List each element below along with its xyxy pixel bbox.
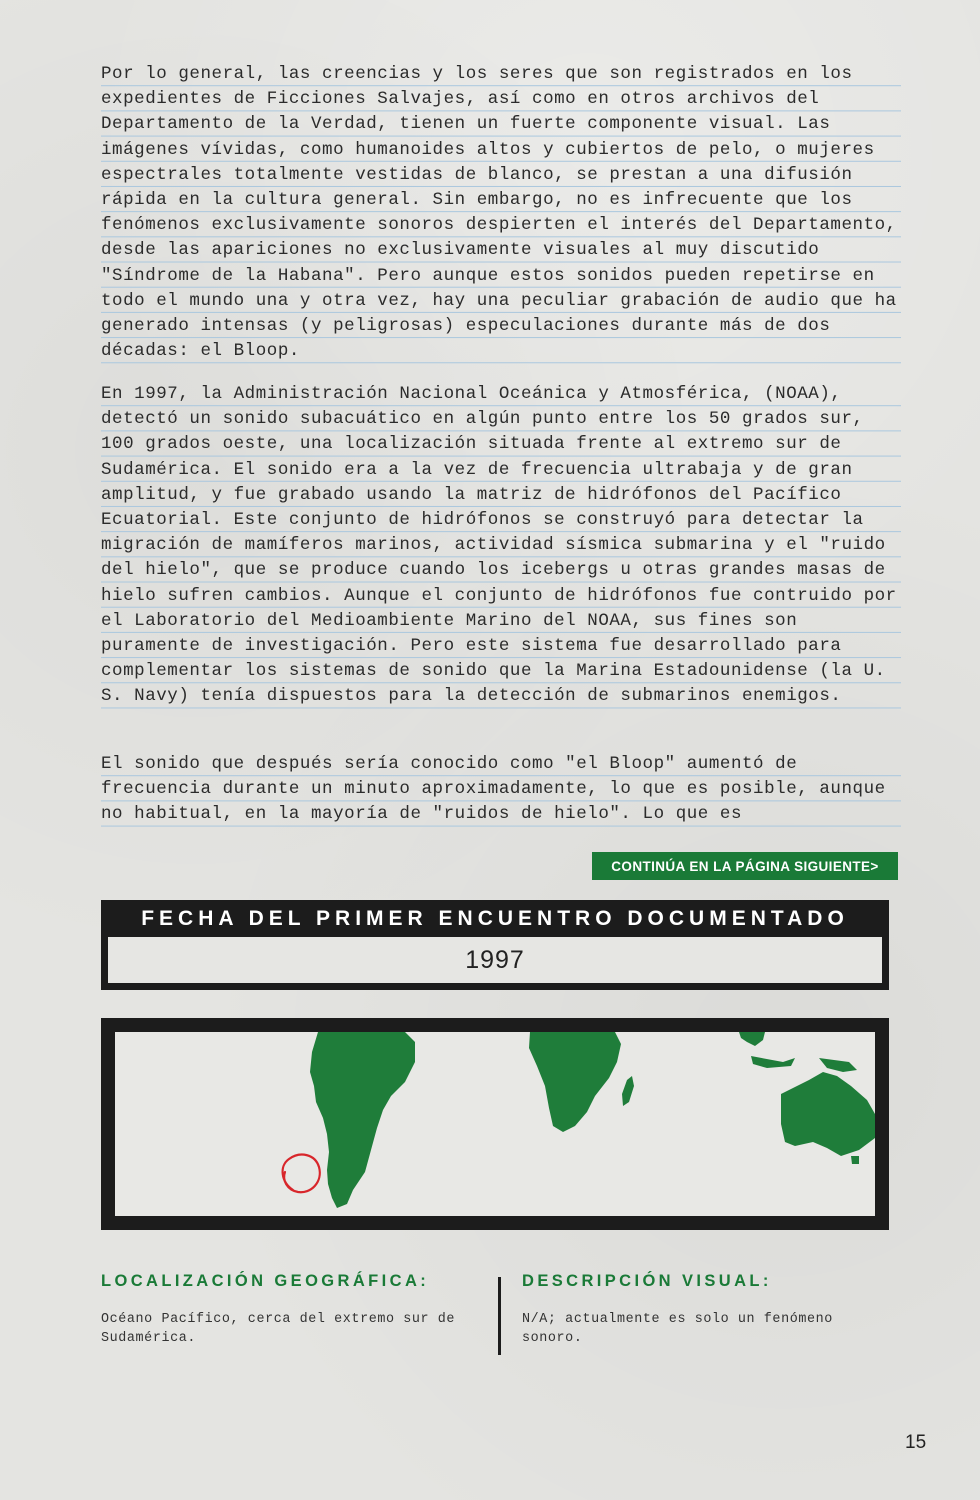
first-encounter-title: FECHA DEL PRIMER ENCUENTRO DOCUMENTADO [141, 907, 849, 930]
visual-description-heading: DESCRIPCIÓN VISUAL: [522, 1272, 772, 1290]
world-map-svg [115, 1032, 875, 1216]
map-frame [101, 1018, 889, 1230]
visual-description-column [522, 1272, 892, 1348]
southeast-asia-shape [739, 1032, 765, 1046]
continue-next-page-tag: CONTINÚA EN LA PÁGINA SIGUIENTE> [592, 852, 898, 880]
new-guinea-shape [819, 1058, 857, 1072]
visual-description-text: N/A; actualmente es solo un fenómeno sonoro. [522, 1312, 833, 1346]
tasmania-shape [851, 1156, 859, 1164]
south-america-shape [310, 1032, 415, 1208]
column-divider [498, 1277, 501, 1355]
body-paragraph-2: En 1997, la Administración Nacional Oceánica y Atmosférica, (NOAA), detectó un sonido subacuático en algún punto entre los 50 grados sur, 100 grados oeste, una localización situada frente al extremo sur de Sudamérica. El sonido era a la vez de frecuencia ultrabaja y de gran amplitud, y fue grabado usando la matriz de hidrófonos del Pacífico Ecuatorial. Este conjunto de hidrófonos se construyó para detectar la migración de mamíferos marinos, actividad sísmica submarina y el "ruido del hielo", que se produce cuando los icebergs u otras grandes masas de hielo sufren cambios. Aunque el conjunto de hidrófonos fue contruido por el Laboratorio del Medioambiente Marino del NOAA, sus fines son puramente de investigación. Pero este sistema fue desarrollado para complementar los sistemas de sonido que la Marina Estadounidense (la U. S. Navy) tenía dispuestos para la detección de submarinos enemigos. [101, 382, 901, 710]
australia-shape [781, 1072, 875, 1156]
page-number: 15 [905, 1432, 927, 1453]
body-paragraph-1: Por lo general, las creencias y los seres que son registrados en los expedientes de Ficciones Salvajes, así como en otros archivos del Departamento de la Verdad, tienen un fuerte componente visual. Las imágenes vívidas, como humanoides altos y cubiertos de pelo, o mujeres espectrales totalmente vestidas de blanco, se prestan a una difusión rápida en la cultura general. Sin embargo, no es infrecuente que los fenómenos exclusivamente sonoros despierten el interés del Departamento, desde las apariciones no exclusivamente visuales al muy discutido "Síndrome de la Habana". Pero aunque estos sonidos pueden repetirse en todo el mundo una y otra vez, hay una peculiar grabación de audio que ha generado intensas (y peligrosas) especulaciones durante más de dos décadas: el Bloop. [101, 62, 901, 364]
geo-location-heading: LOCALIZACIÓN GEOGRÁFICA: [101, 1272, 430, 1290]
africa-shape [529, 1032, 621, 1132]
geo-location-text: Océano Pacífico, cerca del extremo sur de Sudamérica. [101, 1312, 456, 1346]
first-encounter-value-box [108, 937, 882, 983]
geo-location-column [101, 1272, 476, 1348]
first-encounter-box [101, 900, 889, 990]
location-circle-marker [283, 1155, 320, 1193]
body-paragraph-3: El sonido que después sería conocido como "el Bloop" aumentó de frecuencia durante un minuto aproximadamente, lo que es posible, aunque no habitual, en la mayoría de "ruidos de hielo". Lo que es [101, 752, 901, 828]
indonesia-islands-shape [751, 1056, 795, 1068]
land-masses [310, 1032, 875, 1208]
madagascar-shape [622, 1076, 634, 1106]
location-marker [283, 1155, 320, 1193]
world-map [115, 1032, 875, 1216]
first-encounter-year: 1997 [465, 945, 525, 974]
